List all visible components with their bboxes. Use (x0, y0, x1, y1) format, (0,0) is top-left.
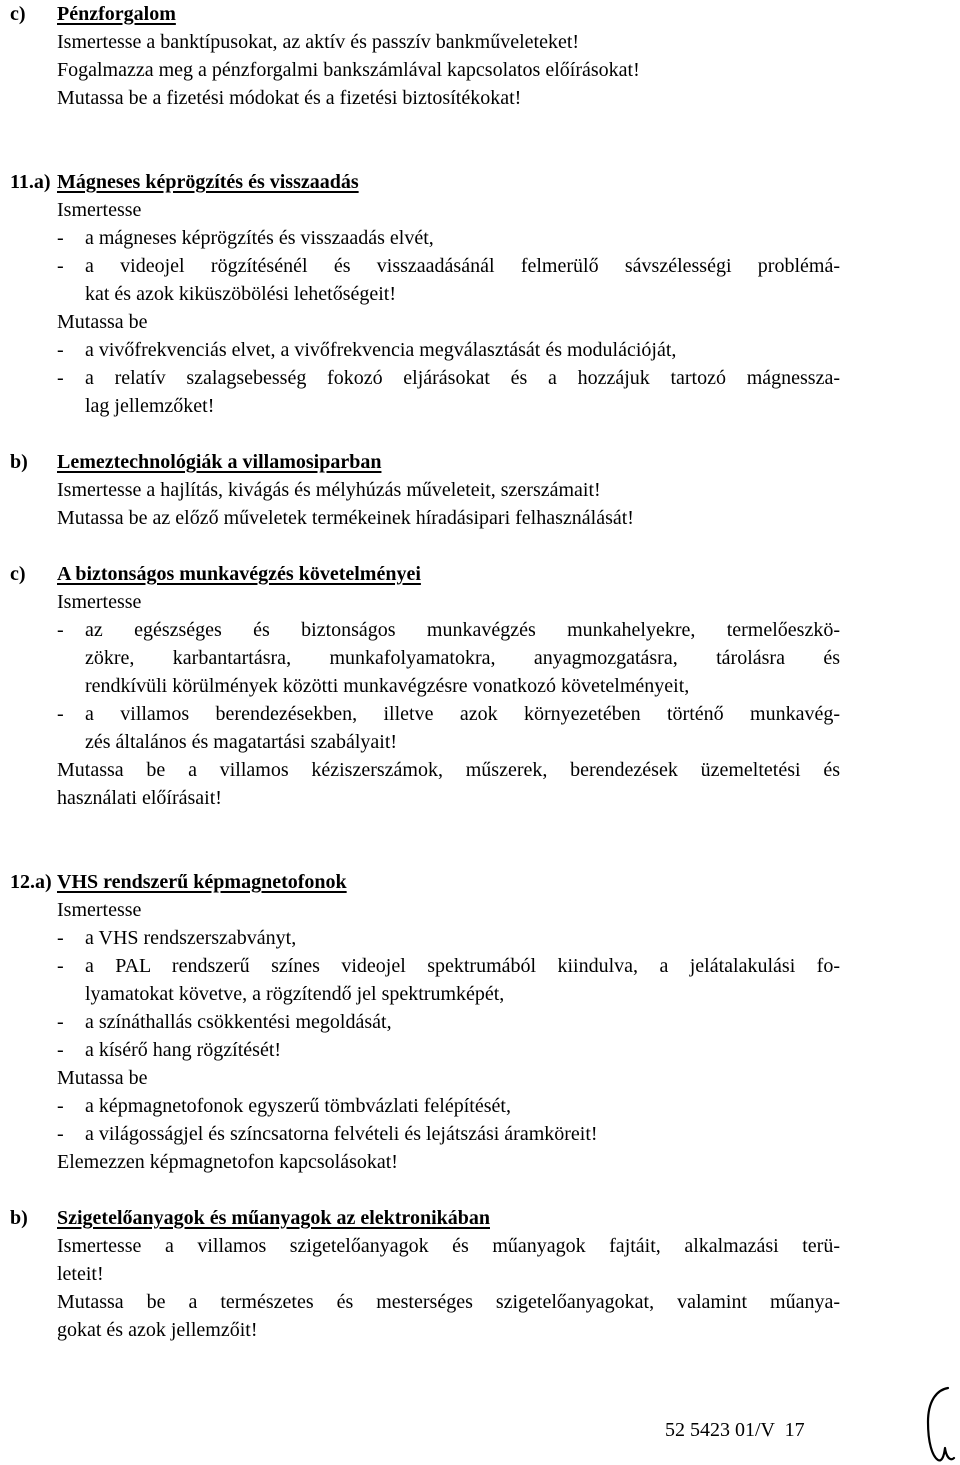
intro-text: Ismertesse (57, 199, 142, 221)
text-line: Mutassa be az előző műveletek termékeinek híradásipari felhasználását! (57, 507, 634, 529)
section-biztonsagos-munkavegzes (10, 560, 840, 812)
list-item-text: zés általános és magatartási szabályait! (85, 731, 398, 753)
section-title: A biztonságos munkavégzés követelményei (57, 563, 421, 585)
list-item-text: a mágneses képrögzítés és visszaadás elvét, (85, 227, 434, 249)
list-item-text: lag jellemzőket! (85, 395, 215, 417)
bullet-dash: - (57, 339, 64, 361)
list-item (10, 364, 840, 392)
intro-text: Ismertesse (57, 899, 142, 921)
list-item (10, 1036, 840, 1064)
text-line: gokat és azok jellemzőit! (57, 1319, 258, 1341)
text-line: Elemezzen képmagnetofon kapcsolásokat! (57, 1151, 398, 1173)
list-item-text: rendkívüli körülmények közötti munkavégzésre vonatkozó követelményeit, (85, 675, 690, 697)
text-line: használati előírásait! (57, 787, 222, 809)
list-item-text: a VHS rendszerszabványt, (85, 927, 297, 949)
handwritten-initial-mark (918, 1382, 958, 1464)
list-item-text: kat és azok kiküszöbölési lehetőségeit! (85, 283, 397, 305)
list-item-text: az egészséges és biztonságos munkavégzés munkahelyekre, termelőeszkö- (85, 619, 840, 641)
list-item-text: lyamatokat követve, a rögzítendő jel spektrumképét, (85, 983, 505, 1005)
bullet-dash: - (57, 1011, 64, 1033)
list-item (10, 336, 840, 364)
bullet-dash: - (57, 1123, 64, 1145)
bullet-dash: - (57, 255, 64, 277)
list-item-text: a vivőfrekvenciás elvet, a vivőfrekvencia megválasztását és modulációját, (85, 339, 677, 361)
intro-text: Mutassa be (57, 311, 148, 333)
text-line: Ismertesse a hajlítás, kivágás és mélyhúzás műveleteit, szerszámait! (57, 479, 601, 501)
section-label: b) (10, 1207, 28, 1229)
list-item-text: a PAL rendszerű színes videojel spektrumából kiindulva, a jelátalakulási fo- (85, 955, 840, 977)
section-label: 11.a) (10, 171, 51, 193)
section-label: b) (10, 451, 28, 473)
section-heading (10, 0, 840, 28)
list-item (10, 952, 840, 980)
list-item-text: a színáthallás csökkentési megoldását, (85, 1011, 392, 1033)
bullet-dash: - (57, 367, 64, 389)
text-line: Mutassa be a természetes és mesterséges szigetelőanyagokat, valamint műanya- (57, 1291, 840, 1313)
text-line: Ismertesse a banktípusokat, az aktív és passzív bankműveleteket! (57, 31, 580, 53)
intro-text: Ismertesse (57, 591, 142, 613)
list-item (10, 1120, 840, 1148)
bullet-dash: - (57, 955, 64, 977)
list-item-text: a világosságjel és színcsatorna felvételi és lejátszási áramköreit! (85, 1123, 598, 1145)
section-heading (10, 560, 840, 588)
text-line: leteit! (57, 1263, 104, 1285)
text-line: Mutassa be a fizetési módokat és a fizetési biztosítékokat! (57, 87, 522, 109)
list-item (10, 700, 840, 728)
text-line: Ismertesse a villamos szigetelőanyagok és műanyagok fajtáit, alkalmazási terü- (57, 1235, 840, 1257)
list-item-text: a kísérő hang rögzítését! (85, 1039, 282, 1061)
list-item (10, 1092, 840, 1120)
text-line: Mutassa be a villamos kéziszerszámok, műszerek, berendezések üzemeltetési és (57, 759, 840, 781)
section-lemeztechnologiak (10, 448, 840, 532)
section-magneses-keprogzites (10, 168, 840, 420)
list-item-text: a videojel rögzítésénél és visszaadásánál felmerülő sávszélességi problémá- (85, 255, 840, 277)
section-heading (10, 1204, 840, 1232)
section-title: Lemeztechnológiák a villamosiparban (57, 451, 382, 473)
list-item (10, 252, 840, 280)
list-item (10, 1008, 840, 1036)
text-line: Fogalmazza meg a pénzforgalmi bankszámlával kapcsolatos előírásokat! (57, 59, 640, 81)
section-szigeteloanyagok (10, 1204, 840, 1344)
section-heading (10, 868, 840, 896)
section-title: Pénzforgalom (57, 3, 176, 25)
bullet-dash: - (57, 1095, 64, 1117)
section-label: c) (10, 563, 26, 585)
section-title: Mágneses képrögzítés és visszaadás (57, 171, 359, 193)
list-item-text: a villamos berendezésekben, illetve azok környezetében történő munkavég- (85, 703, 840, 725)
intro-text: Mutassa be (57, 1067, 148, 1089)
section-title: VHS rendszerű képmagnetofonok (57, 871, 347, 893)
bullet-dash: - (57, 1039, 64, 1061)
bullet-dash: - (57, 227, 64, 249)
list-item (10, 616, 840, 644)
bullet-dash: - (57, 927, 64, 949)
list-item-text: zökre, karbantartásra, munkafolyamatokra, anyagmozgatásra, tárolásra és (85, 647, 840, 669)
section-label: c) (10, 3, 26, 25)
section-heading (10, 448, 840, 476)
section-heading (10, 168, 840, 196)
list-item-text: a relatív szalagsebesség fokozó eljárásokat és a hozzájuk tartozó mágnessza- (85, 367, 840, 389)
list-item-text: a képmagnetofonok egyszerű tömbvázlati felépítését, (85, 1095, 511, 1117)
section-penzforgalom (10, 0, 840, 112)
list-item (10, 224, 840, 252)
section-vhs-kepmagnetofonok (10, 868, 840, 1176)
page-footer-code: 52 5423 01/V 17 (665, 1419, 805, 1441)
list-item (10, 924, 840, 952)
section-title: Szigetelőanyagok és műanyagok az elektronikában (57, 1207, 490, 1229)
bullet-dash: - (57, 703, 64, 725)
bullet-dash: - (57, 619, 64, 641)
section-label: 12.a) (10, 871, 52, 893)
